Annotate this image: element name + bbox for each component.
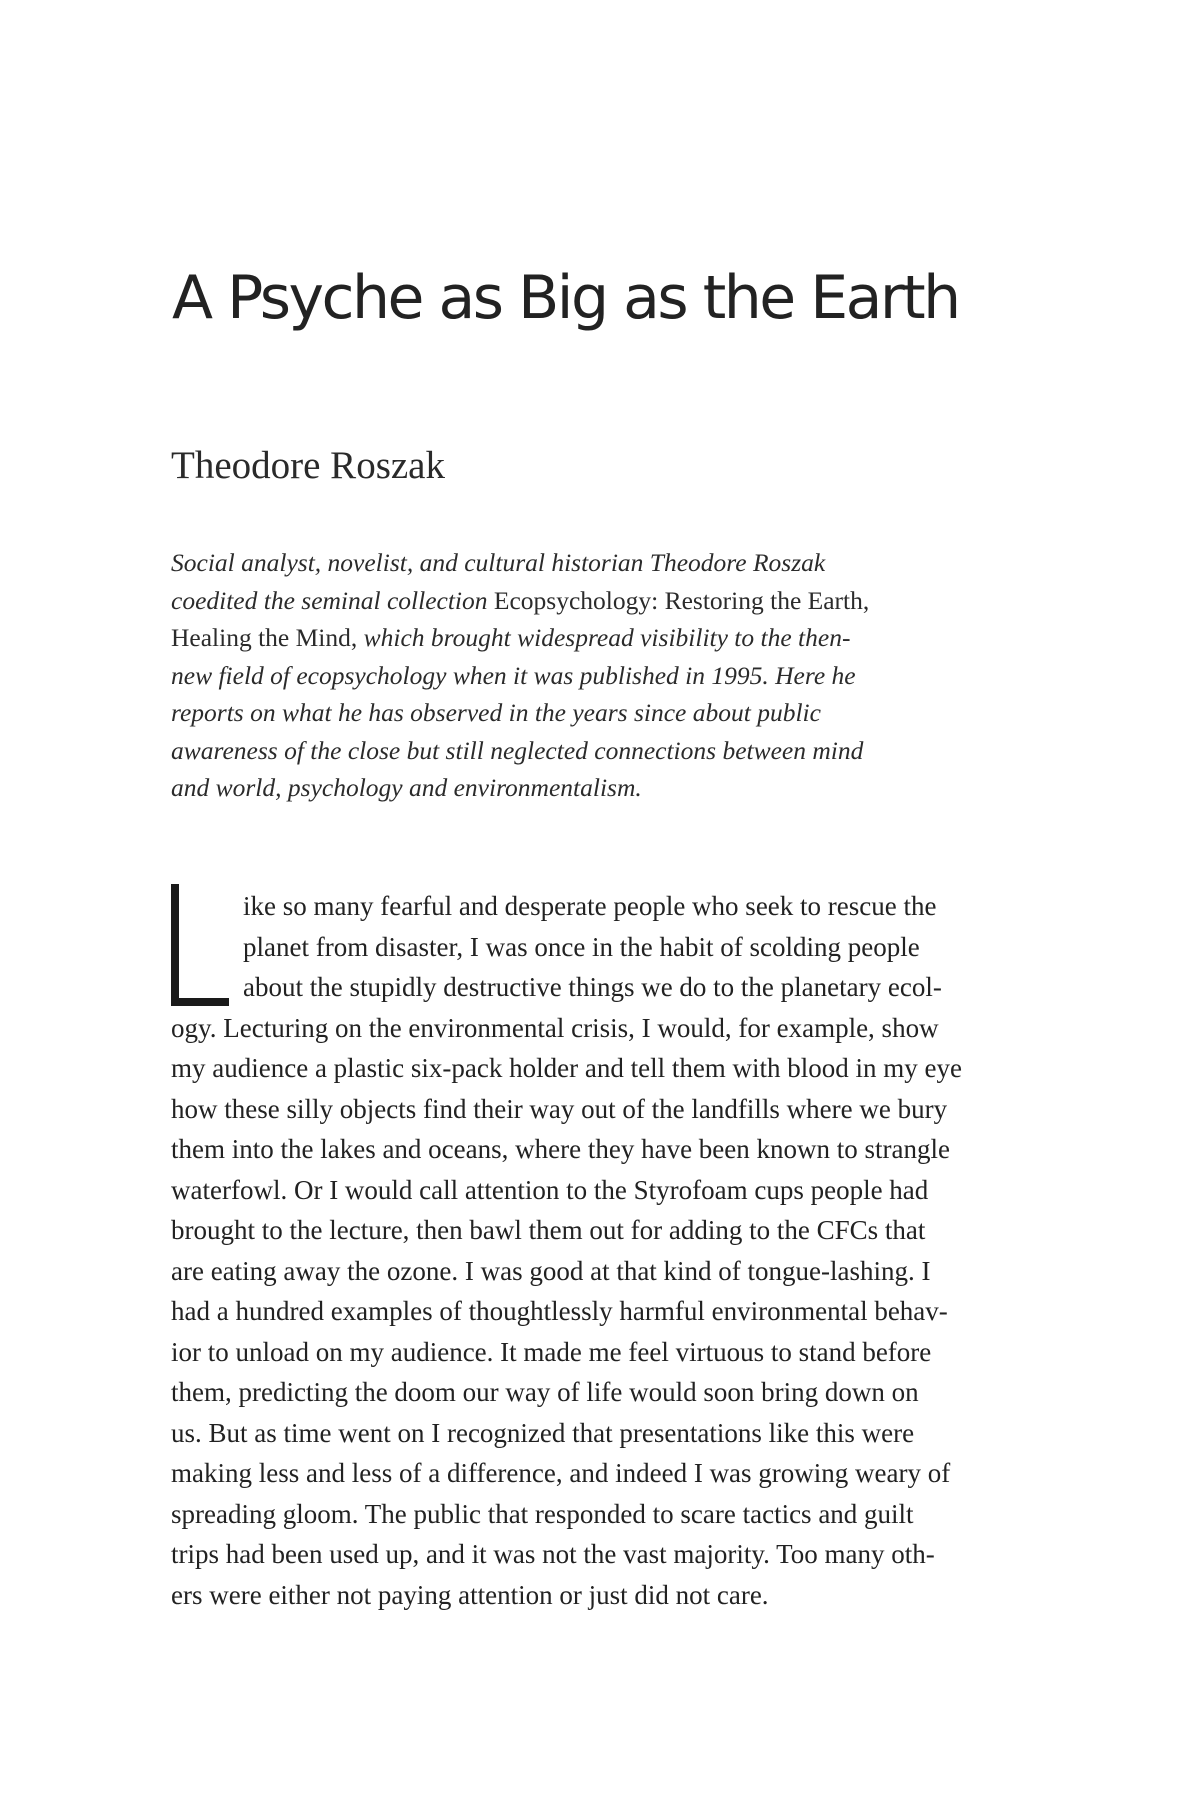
body-line: my audience a plastic six-pack holder and tell them with blood in my eye <box>171 1053 963 1083</box>
body-line: ers were either not paying attention or just did not care. <box>171 1579 769 1610</box>
intro-segment: coedited the seminal collection <box>171 585 494 615</box>
chapter-title: A Psyche as Big as the Earth <box>172 263 959 333</box>
intro-segment: reports on what he has observed in the years since about public <box>171 698 821 727</box>
body-line: planet from disaster, I was once in the habit of scolding people <box>243 931 920 962</box>
body-paragraph <box>171 886 1071 1615</box>
body-line: us. But as time went on I recognized that presentations like this were <box>171 1417 915 1448</box>
intro-book-title: Ecopsychology: Restoring the Earth, <box>493 585 870 615</box>
intro-line <box>171 619 971 657</box>
intro-line <box>171 582 971 620</box>
body-line: waterfowl. Or I would call attention to the Styrofoam cups people had <box>171 1174 929 1205</box>
body-line: about the stupidly destructive things we do to the planetary ecol- <box>243 972 942 1002</box>
body-line: ogy. Lecturing on the environmental crisis, I would, for example, show <box>171 1012 939 1043</box>
intro-line <box>171 694 971 732</box>
intro-segment: new field of ecopsychology when it was published in 1995. Here he <box>171 660 856 690</box>
body-line: how these silly objects find their way out of the landfills where we bury <box>171 1093 948 1124</box>
author-name: Theodore Roszak <box>171 444 445 487</box>
intro-segment: which brought widespread visibility to the then- <box>357 623 851 652</box>
intro-line <box>171 769 971 807</box>
intro-line <box>171 544 971 582</box>
body-line: ior to unload on my audience. It made me feel virtuous to stand before <box>171 1336 932 1367</box>
body-line: brought to the lecture, then bawl them out for adding to the CFCs that <box>171 1215 926 1245</box>
body-line: had a hundred examples of thoughtlessly harmful environmental behav- <box>171 1296 948 1326</box>
chapter-intro <box>171 544 971 807</box>
intro-segment: Social analyst, novelist, and cultural historian Theodore Roszak <box>171 548 826 577</box>
body-line: making less and less of a difference, and indeed I was growing weary of <box>171 1458 951 1488</box>
body-line: are eating away the ozone. I was good at that kind of tongue-lashing. I <box>171 1255 931 1286</box>
intro-line <box>171 732 971 770</box>
body-line: spreading gloom. The public that responded to scare tactics and guilt <box>171 1498 914 1529</box>
body-line: trips had been used up, and it was not the vast majority. Too many oth- <box>171 1539 935 1569</box>
intro-book-title: Healing the Mind, <box>171 623 358 652</box>
body-line: ike so many fearful and desperate people who seek to rescue the <box>243 891 937 921</box>
body-line: them, predicting the doom our way of life would soon bring down on <box>171 1377 919 1407</box>
intro-segment: awareness of the close but still neglected connections between mind <box>171 735 864 765</box>
body-line: them into the lakes and oceans, where they have been known to strangle <box>171 1134 950 1164</box>
intro-segment: and world, psychology and environmentalism. <box>171 773 642 802</box>
intro-line <box>171 657 971 695</box>
